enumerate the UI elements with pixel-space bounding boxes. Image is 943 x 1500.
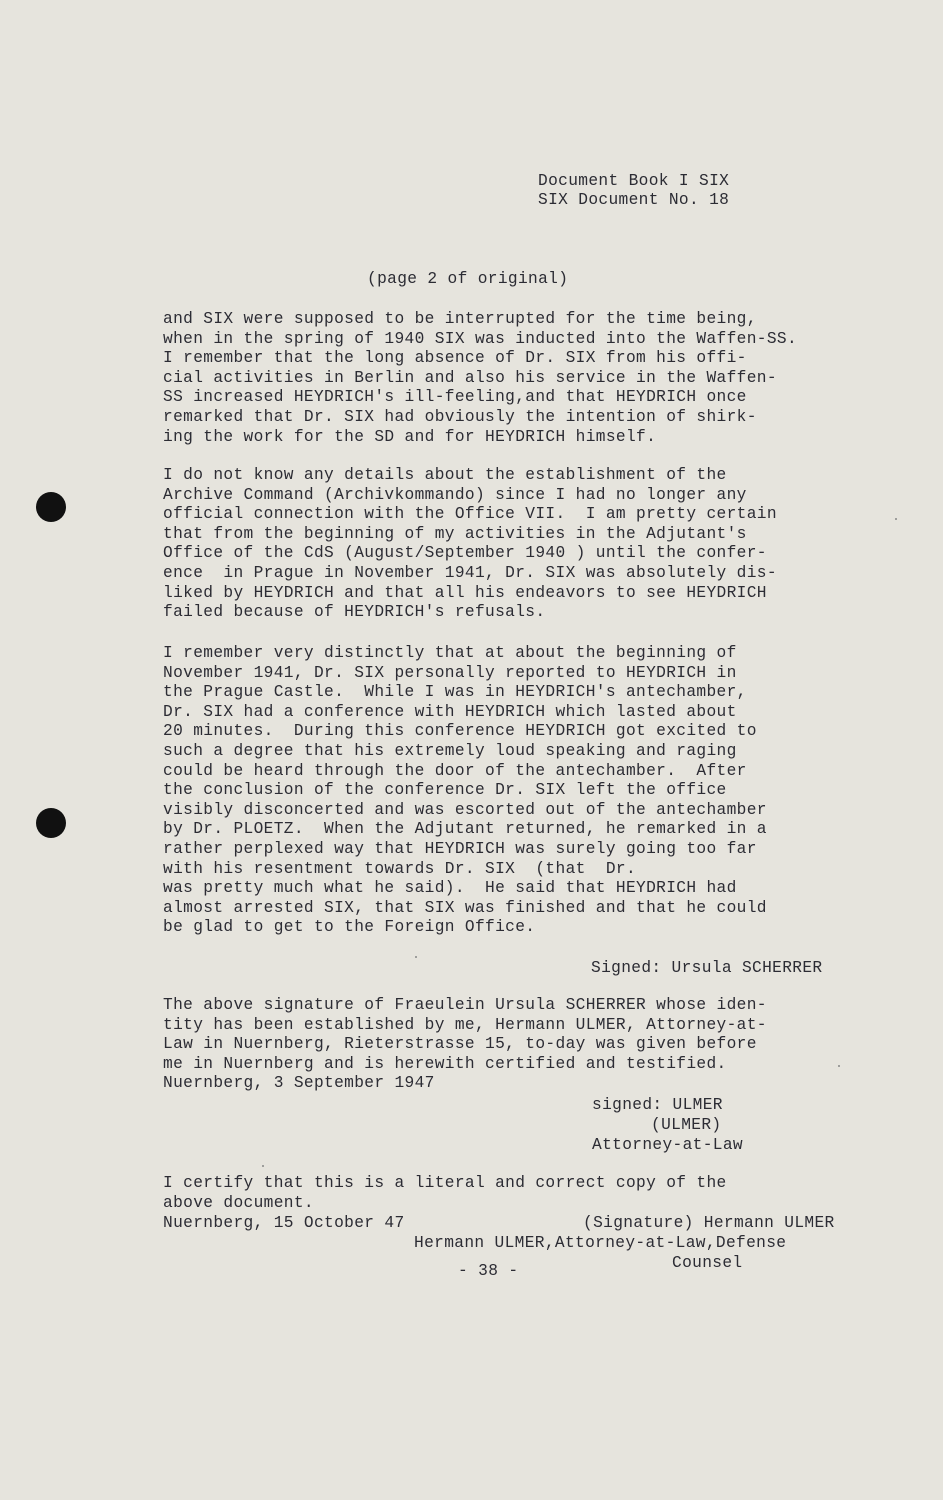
- document-book-label: Document Book I SIX: [538, 172, 730, 190]
- certification-line-1: I certify that this is a literal and correct copy of the: [163, 1174, 727, 1192]
- text-line: failed because of HEYDRICH's refusals.: [163, 603, 546, 622]
- paragraph-3: [163, 644, 893, 938]
- certification-name-title: Hermann ULMER,Attorney-at-Law,Defense: [414, 1234, 787, 1252]
- text-line: such a degree that his extremely loud speaking and raging: [163, 741, 737, 760]
- text-line: when in the spring of 1940 SIX was inducted into the Waffen-SS.: [163, 329, 798, 348]
- text-line: remarked that Dr. SIX had obviously the intention of shirk-: [163, 407, 757, 426]
- text-line: I do not know any details about the establishment of the: [163, 466, 727, 484]
- paper-speck: [895, 518, 897, 520]
- text-line: ing the work for the SD and for HEYDRICH himself.: [163, 427, 657, 446]
- text-line: Office of the CdS (August/September 1940 ) until the confer-: [163, 544, 767, 563]
- attestation: [163, 996, 893, 1094]
- text-line: me in Nuernberg and is herewith certified and testified.: [163, 1054, 727, 1073]
- text-line: that from the beginning of my activities in the Adjutant's: [163, 524, 747, 543]
- text-line: visibly disconcerted and was escorted out of the antechamber: [163, 800, 767, 819]
- paper-speck: [262, 1165, 264, 1167]
- ulmer-title: Attorney-at-Law: [592, 1136, 743, 1154]
- text-line: Archive Command (Archivkommando) since I had no longer any: [163, 485, 747, 504]
- text-line: and SIX were supposed to be interrupted for the time being,: [163, 310, 757, 328]
- text-line: The above signature of Fraeulein Ursula SCHERRER whose iden-: [163, 996, 767, 1014]
- text-line: be glad to get to the Foreign Office.: [163, 918, 536, 937]
- certification-signature: (Signature) Hermann ULMER: [583, 1214, 835, 1232]
- text-line: the conclusion of the conference Dr. SIX left the office: [163, 781, 727, 800]
- text-line: cial activities in Berlin and also his service in the Waffen-: [163, 368, 777, 387]
- text-line: could be heard through the door of the antechamber. After: [163, 761, 747, 780]
- certification-line-2: above document.: [163, 1194, 314, 1212]
- page-number: - 38 -: [458, 1262, 519, 1280]
- text-line: official connection with the Office VII. I am pretty certain: [163, 505, 777, 524]
- text-line: Nuernberg, 3 September 1947: [163, 1074, 435, 1093]
- page-note: (page 2 of original): [367, 270, 569, 288]
- text-line: Dr. SIX had a conference with HEYDRICH which lasted about: [163, 702, 737, 721]
- ulmer-name: (ULMER): [651, 1116, 722, 1134]
- text-line: ence in Prague in November 1941, Dr. SIX was absolutely dis-: [163, 563, 777, 582]
- certification-date: Nuernberg, 15 October 47: [163, 1214, 405, 1232]
- text-line: 20 minutes. During this conference HEYDRICH got excited to: [163, 722, 757, 741]
- text-line: with his resentment towards Dr. SIX (that Dr.: [163, 859, 637, 878]
- text-line: the Prague Castle. While I was in HEYDRICH's antechamber,: [163, 683, 747, 702]
- document-number-label: SIX Document No. 18: [538, 191, 730, 209]
- text-line: liked by HEYDRICH and that all his endeavors to see HEYDRICH: [163, 583, 767, 602]
- text-line: I remember that the long absence of Dr. SIX from his offi-: [163, 349, 747, 368]
- ulmer-signed: signed: ULMER: [592, 1096, 723, 1114]
- text-line: I remember very distinctly that at about the beginning of: [163, 644, 737, 662]
- paper-speck: [838, 1065, 840, 1067]
- text-line: almost arrested SIX, that SIX was finished and that he could: [163, 898, 767, 917]
- paper-speck: [415, 956, 417, 958]
- text-line: SS increased HEYDRICH's ill-feeling,and that HEYDRICH once: [163, 388, 747, 407]
- signed-scherrer: Signed: Ursula SCHERRER: [591, 959, 823, 977]
- punch-hole-upper: [36, 492, 66, 522]
- text-line: by Dr. PLOETZ. When the Adjutant returned, he remarked in a: [163, 820, 767, 839]
- text-line: Law in Nuernberg, Rieterstrasse 15, to-day was given before: [163, 1035, 757, 1054]
- paragraph-2: [163, 466, 893, 623]
- text-line: rather perplexed way that HEYDRICH was surely going too far: [163, 839, 757, 858]
- paragraph-1: [163, 310, 893, 447]
- text-line: tity has been established by me, Hermann ULMER, Attorney-at-: [163, 1015, 767, 1034]
- certification-counsel: Counsel: [672, 1254, 743, 1272]
- punch-hole-lower: [36, 808, 66, 838]
- text-line: November 1941, Dr. SIX personally reported to HEYDRICH in: [163, 663, 737, 682]
- text-line: was pretty much what he said). He said that HEYDRICH had: [163, 879, 737, 898]
